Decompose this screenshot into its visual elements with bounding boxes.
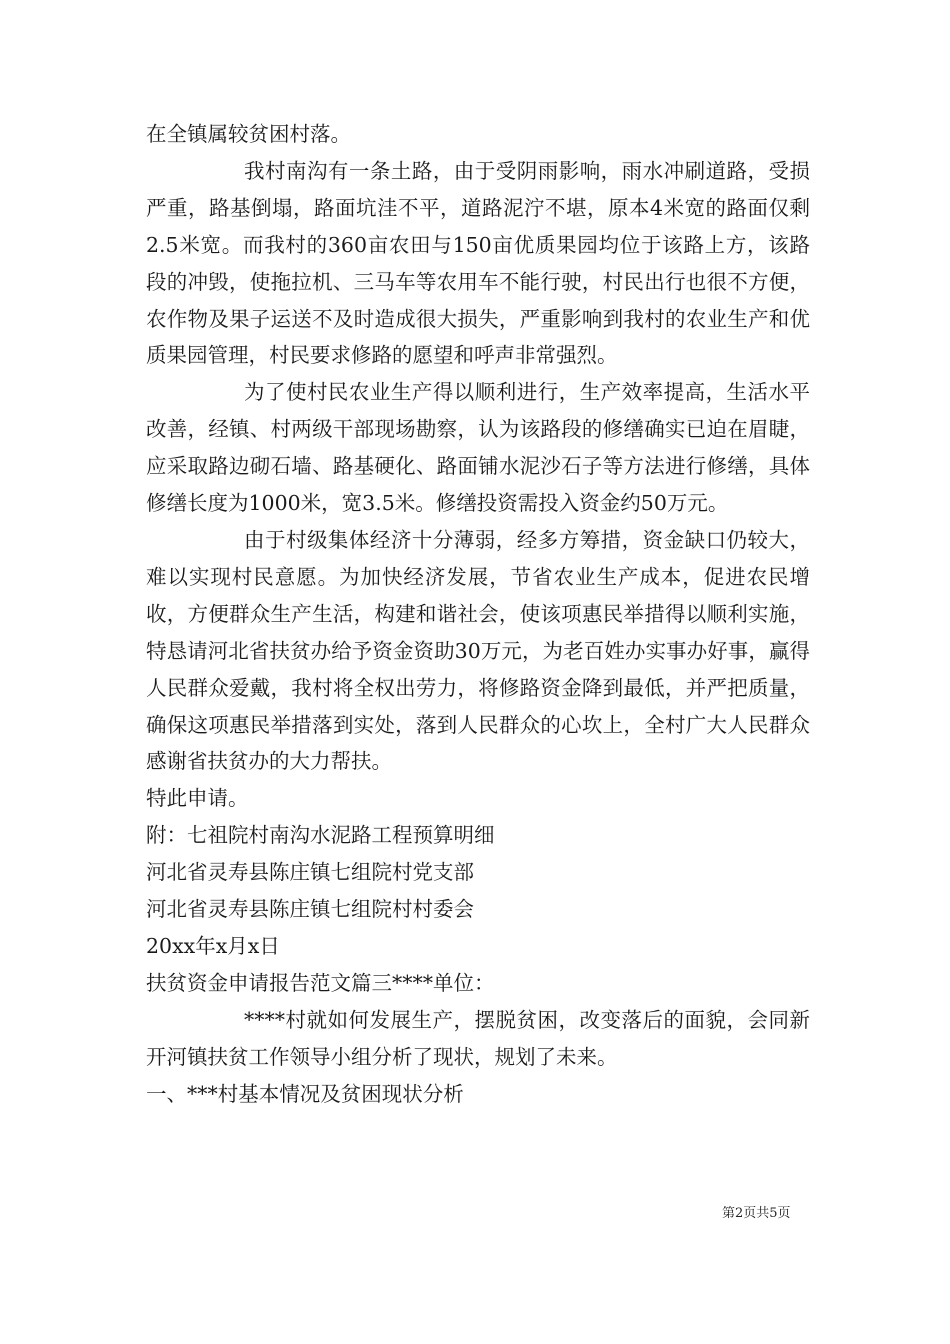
section-heading-sample-three: 扶贫资金申请报告范文篇三****单位： <box>146 970 495 995</box>
paragraph-road-damage: 我村南沟有一条土路，由于受阴雨影响，雨水冲刷道路，受损严重，路基倒塌，路面坑洼不平，道路泥泞不堪，原本4米宽的路面仅剩2.5米宽。而我村的360亩农田与150亩优质果园均位于该路上方，该路段的冲毁，使拖拉机、三马车等农用车不能行驶，村民出行也很不方便，农作物及果子运送不及时造成很大损失，严重影响到我村的农业生产和优质果园管理，村民要求修路的愿望和呼声非常强烈。 <box>146 158 810 368</box>
document-body <box>146 116 810 1112</box>
signatory-party-branch: 河北省灵寿县陈庄镇七组院村党支部 <box>146 860 474 885</box>
paragraph-intro-analysis: ****村就如何发展生产，摆脱贫困，改变落后的面貌，会同新开河镇扶贫工作领导小组分析了现状，规划了未来。 <box>146 1007 810 1069</box>
paragraph-funding-request: 由于村级集体经济十分薄弱，经多方筹措，资金缺口仍较大，难以实现村民意愿。为加快经济发展，节省农业生产成本，促进农民增收，方便群众生产生活，构建和谐社会，使该项惠民举措得以顺利实施，特恳请河北省扶贫办给予资金资助30万元，为老百姓办实事办好事，赢得人民群众爱戴，我村将全权出劳力，将修路资金降到最低，并严把质量，确保这项惠民举措落到实处，落到人民群众的心坎上，全村广大人民群众感谢省扶贫办的大力帮扶。 <box>146 527 810 774</box>
document-date: 20xx年x月x日 <box>146 933 280 958</box>
paragraph-repair-plan: 为了使村民农业生产得以顺利进行，生产效率提高，生活水平改善，经镇、村两级干部现场勘察，认为该路段的修缮确实已迫在眉睫，应采取路边砌石墙、路基硬化、路面铺水泥沙石子等方法进行修缮，具体修缮长度为1000米，宽3.5米。修缮投资需投入资金约50万元。 <box>146 380 810 516</box>
page-number-footer: 第2页共5页 <box>722 1206 791 1221</box>
attachment-note: 附：七祖院村南沟水泥路工程预算明细 <box>146 823 495 848</box>
closing-statement: 特此申请。 <box>146 786 249 811</box>
continued-text-line: 在全镇属较贫困村落。 <box>146 122 351 146</box>
section-heading-basic-situation: 一、***村基本情况及贫困现状分析 <box>146 1081 464 1106</box>
signatory-village-committee: 河北省灵寿县陈庄镇七组院村村委会 <box>146 897 474 922</box>
